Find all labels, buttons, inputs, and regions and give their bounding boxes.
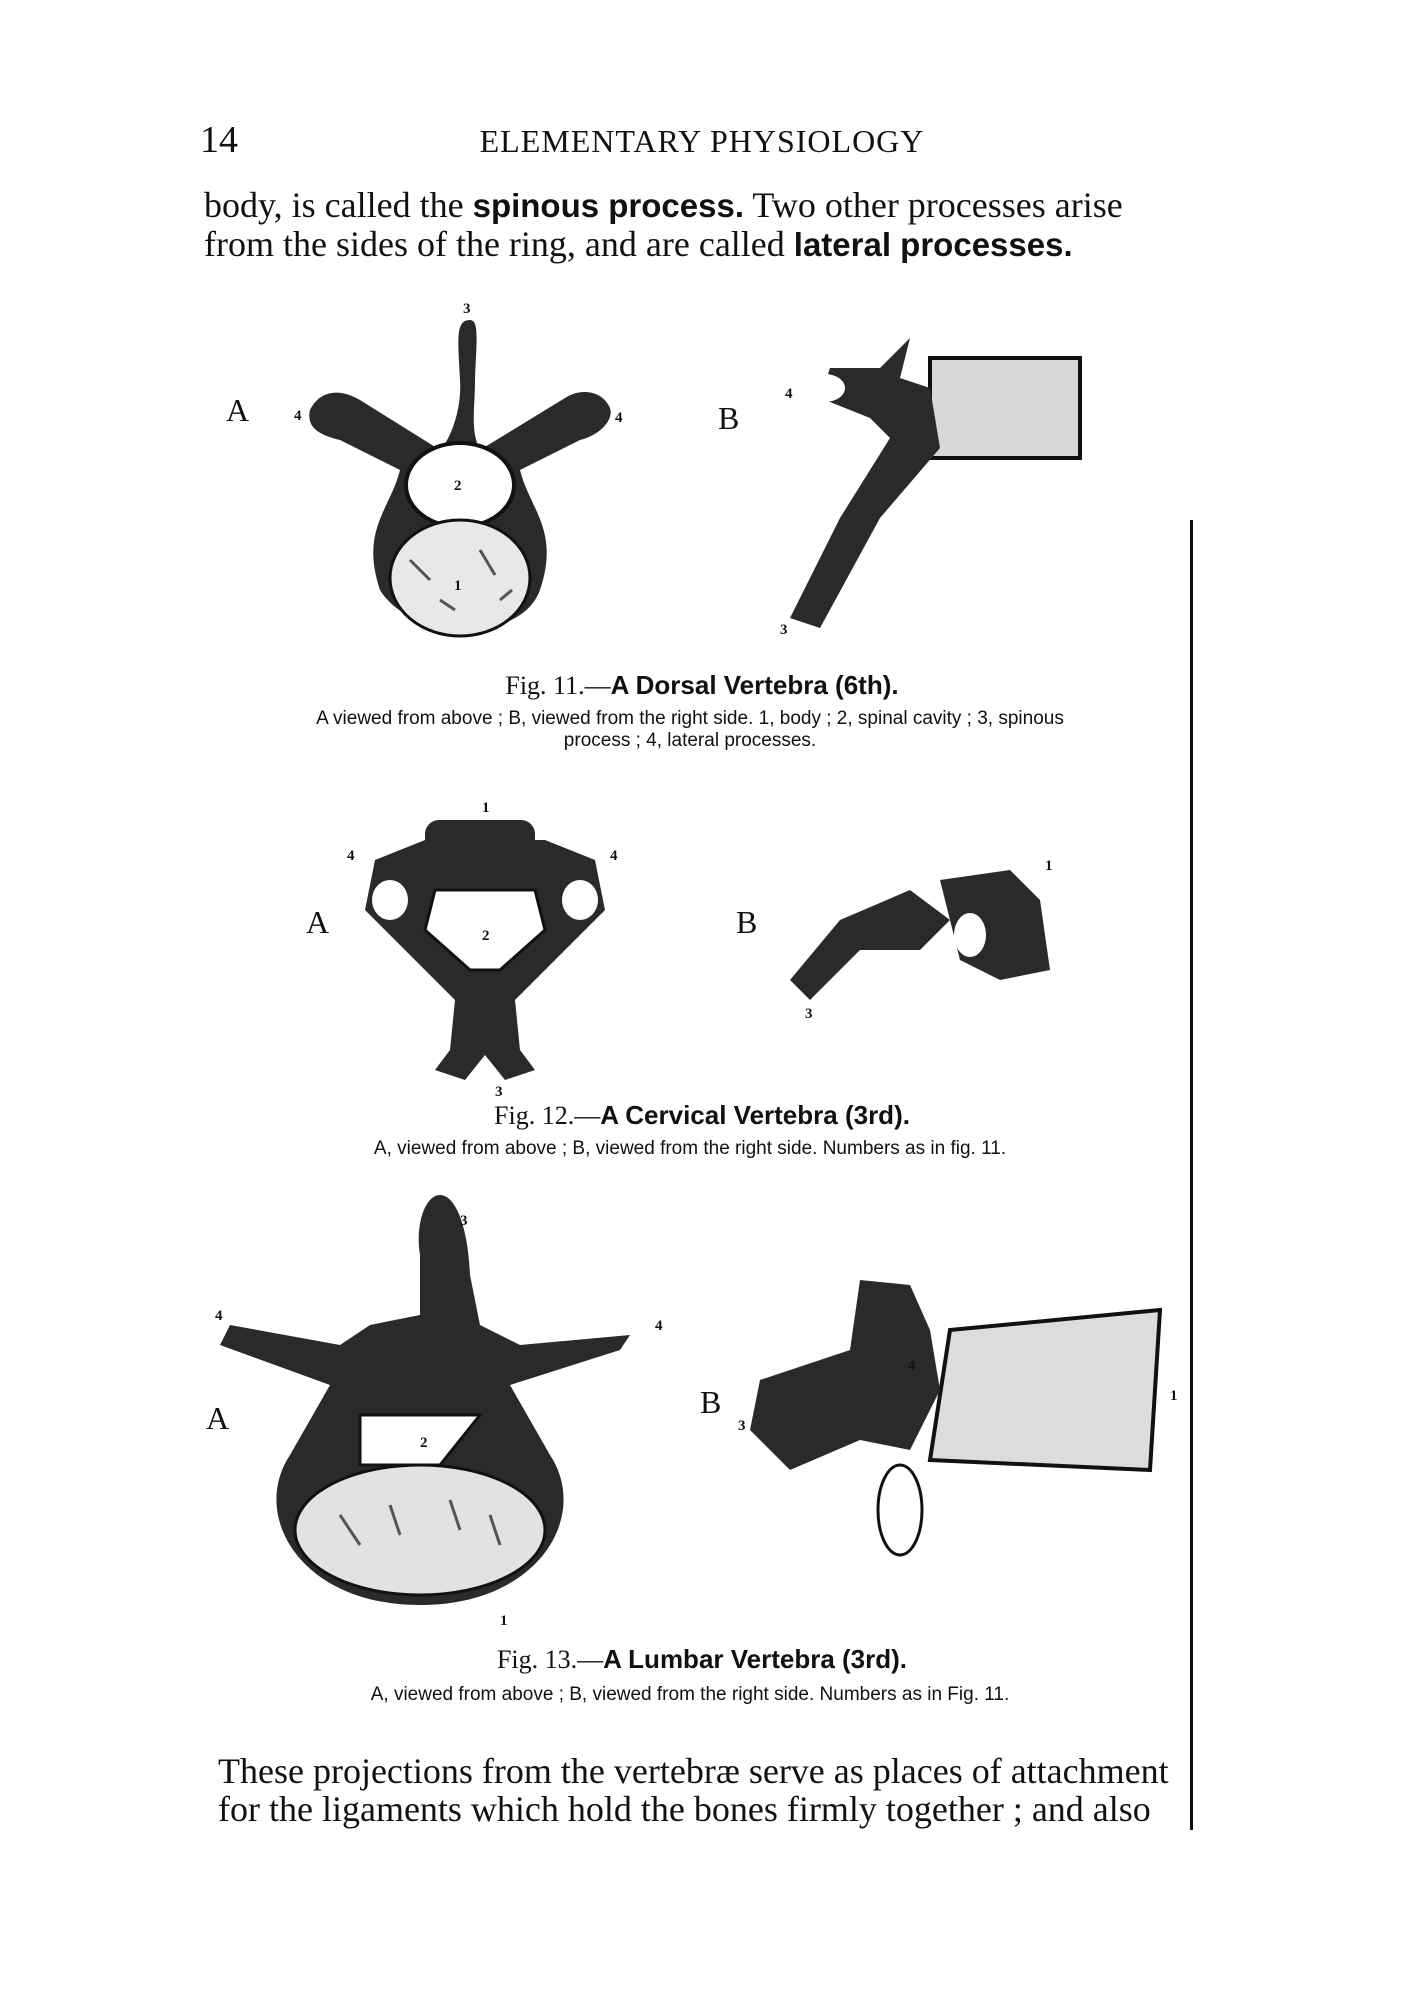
fig12-cervical-vertebra-top-view <box>345 800 625 1100</box>
fig11-view-b-letter: B <box>718 400 740 436</box>
fig13-view-a-letter: A <box>206 1400 230 1436</box>
fig12a-label-lateral-left: 4 <box>347 848 355 864</box>
fig11b-label-lateral: 4 <box>785 386 793 402</box>
closing-line-2: for the ligaments which hold the bones firmly together ; and also <box>218 1789 1151 1829</box>
fig12a-label-body: 1 <box>482 800 490 816</box>
fig11-view-a-letter: A <box>226 392 250 428</box>
term-spinous-process: spinous process. <box>472 187 745 224</box>
fig11-caption: A viewed from above ; B, viewed from the right side. 1, body ; 2, spinal cavity ; 3, spinous process ; 4, lateral processes. <box>316 708 1064 751</box>
term-lateral-processes: lateral processes. <box>793 226 1073 263</box>
fig11-dorsal-vertebra-top-view <box>280 300 640 650</box>
fig13a-label-lateral-right: 4 <box>655 1318 663 1334</box>
fig13b-label-body: 1 <box>1170 1388 1178 1404</box>
fig11-dorsal-vertebra-side-view <box>780 318 1120 648</box>
fig11a-label-body: 1 <box>454 578 462 594</box>
fig13-lumbar-vertebra-top-view <box>210 1185 680 1635</box>
page-number: 14 <box>200 119 238 161</box>
intro-line-1: body, is called the spinous process. Two other processes arise <box>204 185 1123 225</box>
fig11b-label-spinous: 3 <box>780 622 788 638</box>
fig13-lumbar-vertebra-side-view <box>730 1270 1190 1570</box>
fig13a-label-body: 1 <box>500 1613 508 1629</box>
fig11-title: Fig. 11.—A Dorsal Vertebra (6th). <box>505 670 899 700</box>
fig12-view-a-letter: A <box>306 904 330 940</box>
closing-line-1: These projections from the vertebræ serve as places of attachment <box>218 1751 1169 1791</box>
fig12-cervical-vertebra-side-view <box>780 840 1090 1020</box>
fig11a-label-cavity: 2 <box>454 478 462 494</box>
running-title: ELEMENTARY PHYSIOLOGY <box>479 123 925 159</box>
intro-paragraph <box>204 186 1123 264</box>
fig13-title: Fig. 13.—A Lumbar Vertebra (3rd). <box>496 1644 908 1674</box>
intro-line-2: from the sides of the ring, and are called lateral processes. <box>204 224 1073 264</box>
fig13b-label-spinous: 3 <box>738 1418 746 1434</box>
fig12a-label-spinous: 3 <box>495 1084 503 1100</box>
fig12b-label-body: 1 <box>1045 858 1053 874</box>
fig12b-label-spinous: 3 <box>805 1006 813 1020</box>
fig12a-label-lateral-right: 4 <box>610 848 618 864</box>
fig11a-label-spinous: 3 <box>463 301 471 317</box>
fig12-title: Fig. 12.—A Cervical Vertebra (3rd). <box>494 1100 910 1130</box>
fig12-caption: A, viewed from above ; B, viewed from the right side. Numbers as in fig. 11. <box>373 1138 1007 1159</box>
fig12-view-b-letter: B <box>736 904 758 940</box>
fig12a-label-cavity: 2 <box>482 928 490 944</box>
fig11a-label-lateral-right: 4 <box>615 410 623 426</box>
fig13a-label-spinous: 3 <box>460 1213 468 1229</box>
closing-paragraph <box>218 1752 1169 1828</box>
fig13a-label-lateral-left: 4 <box>215 1308 223 1324</box>
fig11a-label-lateral-left: 4 <box>294 408 302 424</box>
fig13-view-b-letter: B <box>700 1384 722 1420</box>
fig13a-label-cavity: 2 <box>420 1435 428 1451</box>
fig13b-label-lateral: 4 <box>908 1358 916 1374</box>
fig13-caption: A, viewed from above ; B, viewed from the right side. Numbers as in Fig. 11. <box>370 1684 1010 1705</box>
